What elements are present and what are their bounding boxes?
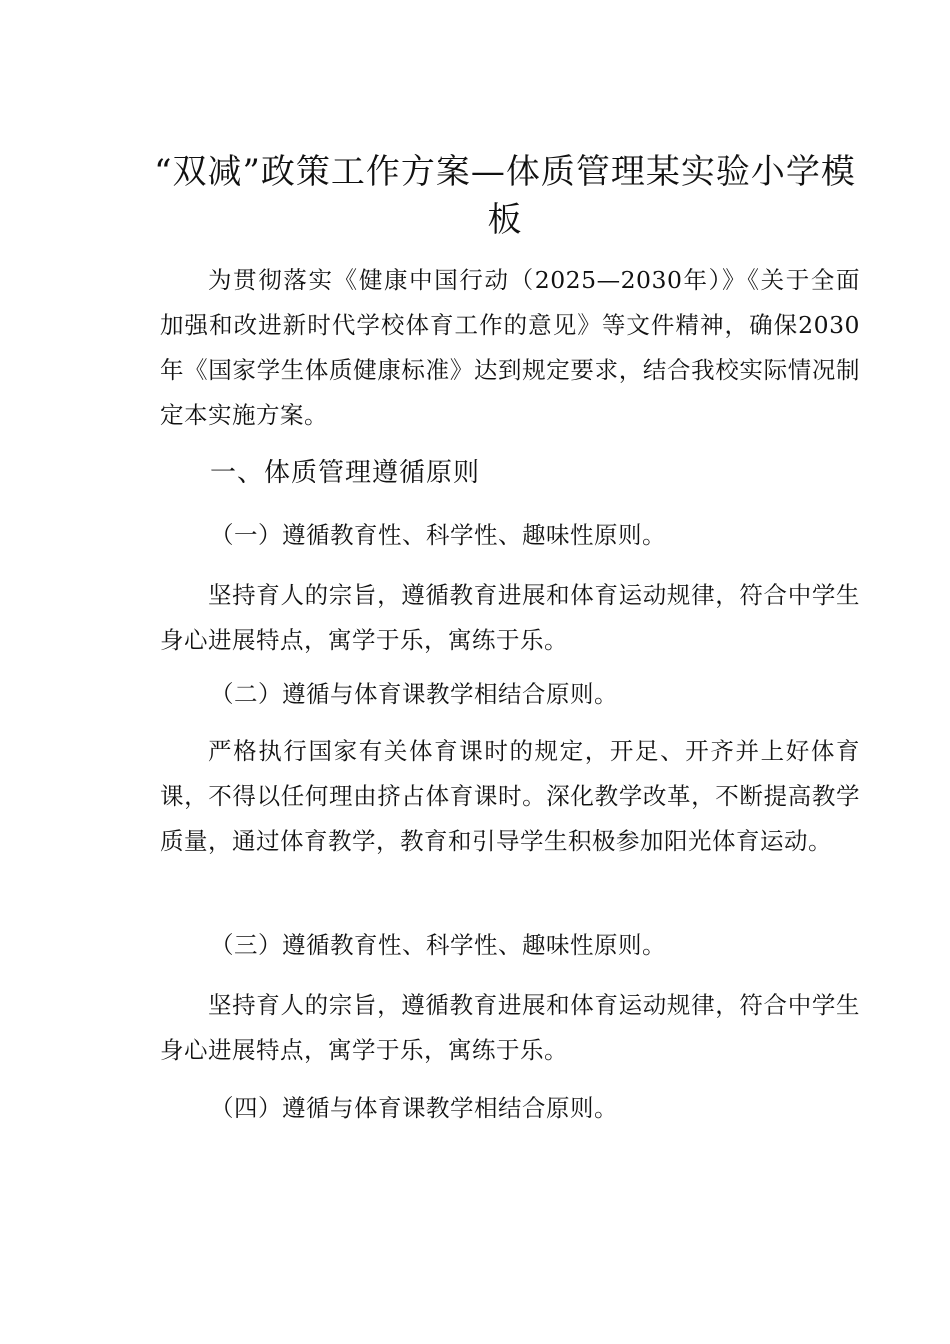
document-title: “双减”政策工作方案—体质管理某实验小学模板 xyxy=(154,152,856,240)
principle-heading-1: （一）遵循教育性、科学性、趣味性原则。 xyxy=(210,521,666,549)
principle-body-1: 坚持育人的宗旨，遵循教育进展和体育运动规律，符合中学生身心进展特点，寓学于乐，寓练于乐。 xyxy=(160,581,860,654)
section-heading: 一、体质管理遵循原则 xyxy=(210,458,481,488)
intro-paragraph: 为贯彻落实《健康中国行动（2025—2030年）》《关于全面加强和改进新时代学校体育工作的意见》等文件精神，确保2030年《国家学生体质健康标准》达到规定要求，结合我校实际情况制定本实施方案。 xyxy=(160,266,860,429)
principle-body-3: 坚持育人的宗旨，遵循教育进展和体育运动规律，符合中学生身心进展特点，寓学于乐，寓练于乐。 xyxy=(160,991,860,1064)
principle-body-2: 严格执行国家有关体育课时的规定，开足、开齐并上好体育课，不得以任何理由挤占体育课时。深化教学改革，不断提高教学质量，通过体育教学，教育和引导学生积极参加阳光体育运动。 xyxy=(160,737,860,855)
principle-heading-3: （三）遵循教育性、科学性、趣味性原则。 xyxy=(210,931,666,959)
principle-heading-2: （二）遵循与体育课教学相结合原则。 xyxy=(210,680,618,708)
principle-heading-4: （四）遵循与体育课教学相结合原则。 xyxy=(210,1094,618,1122)
